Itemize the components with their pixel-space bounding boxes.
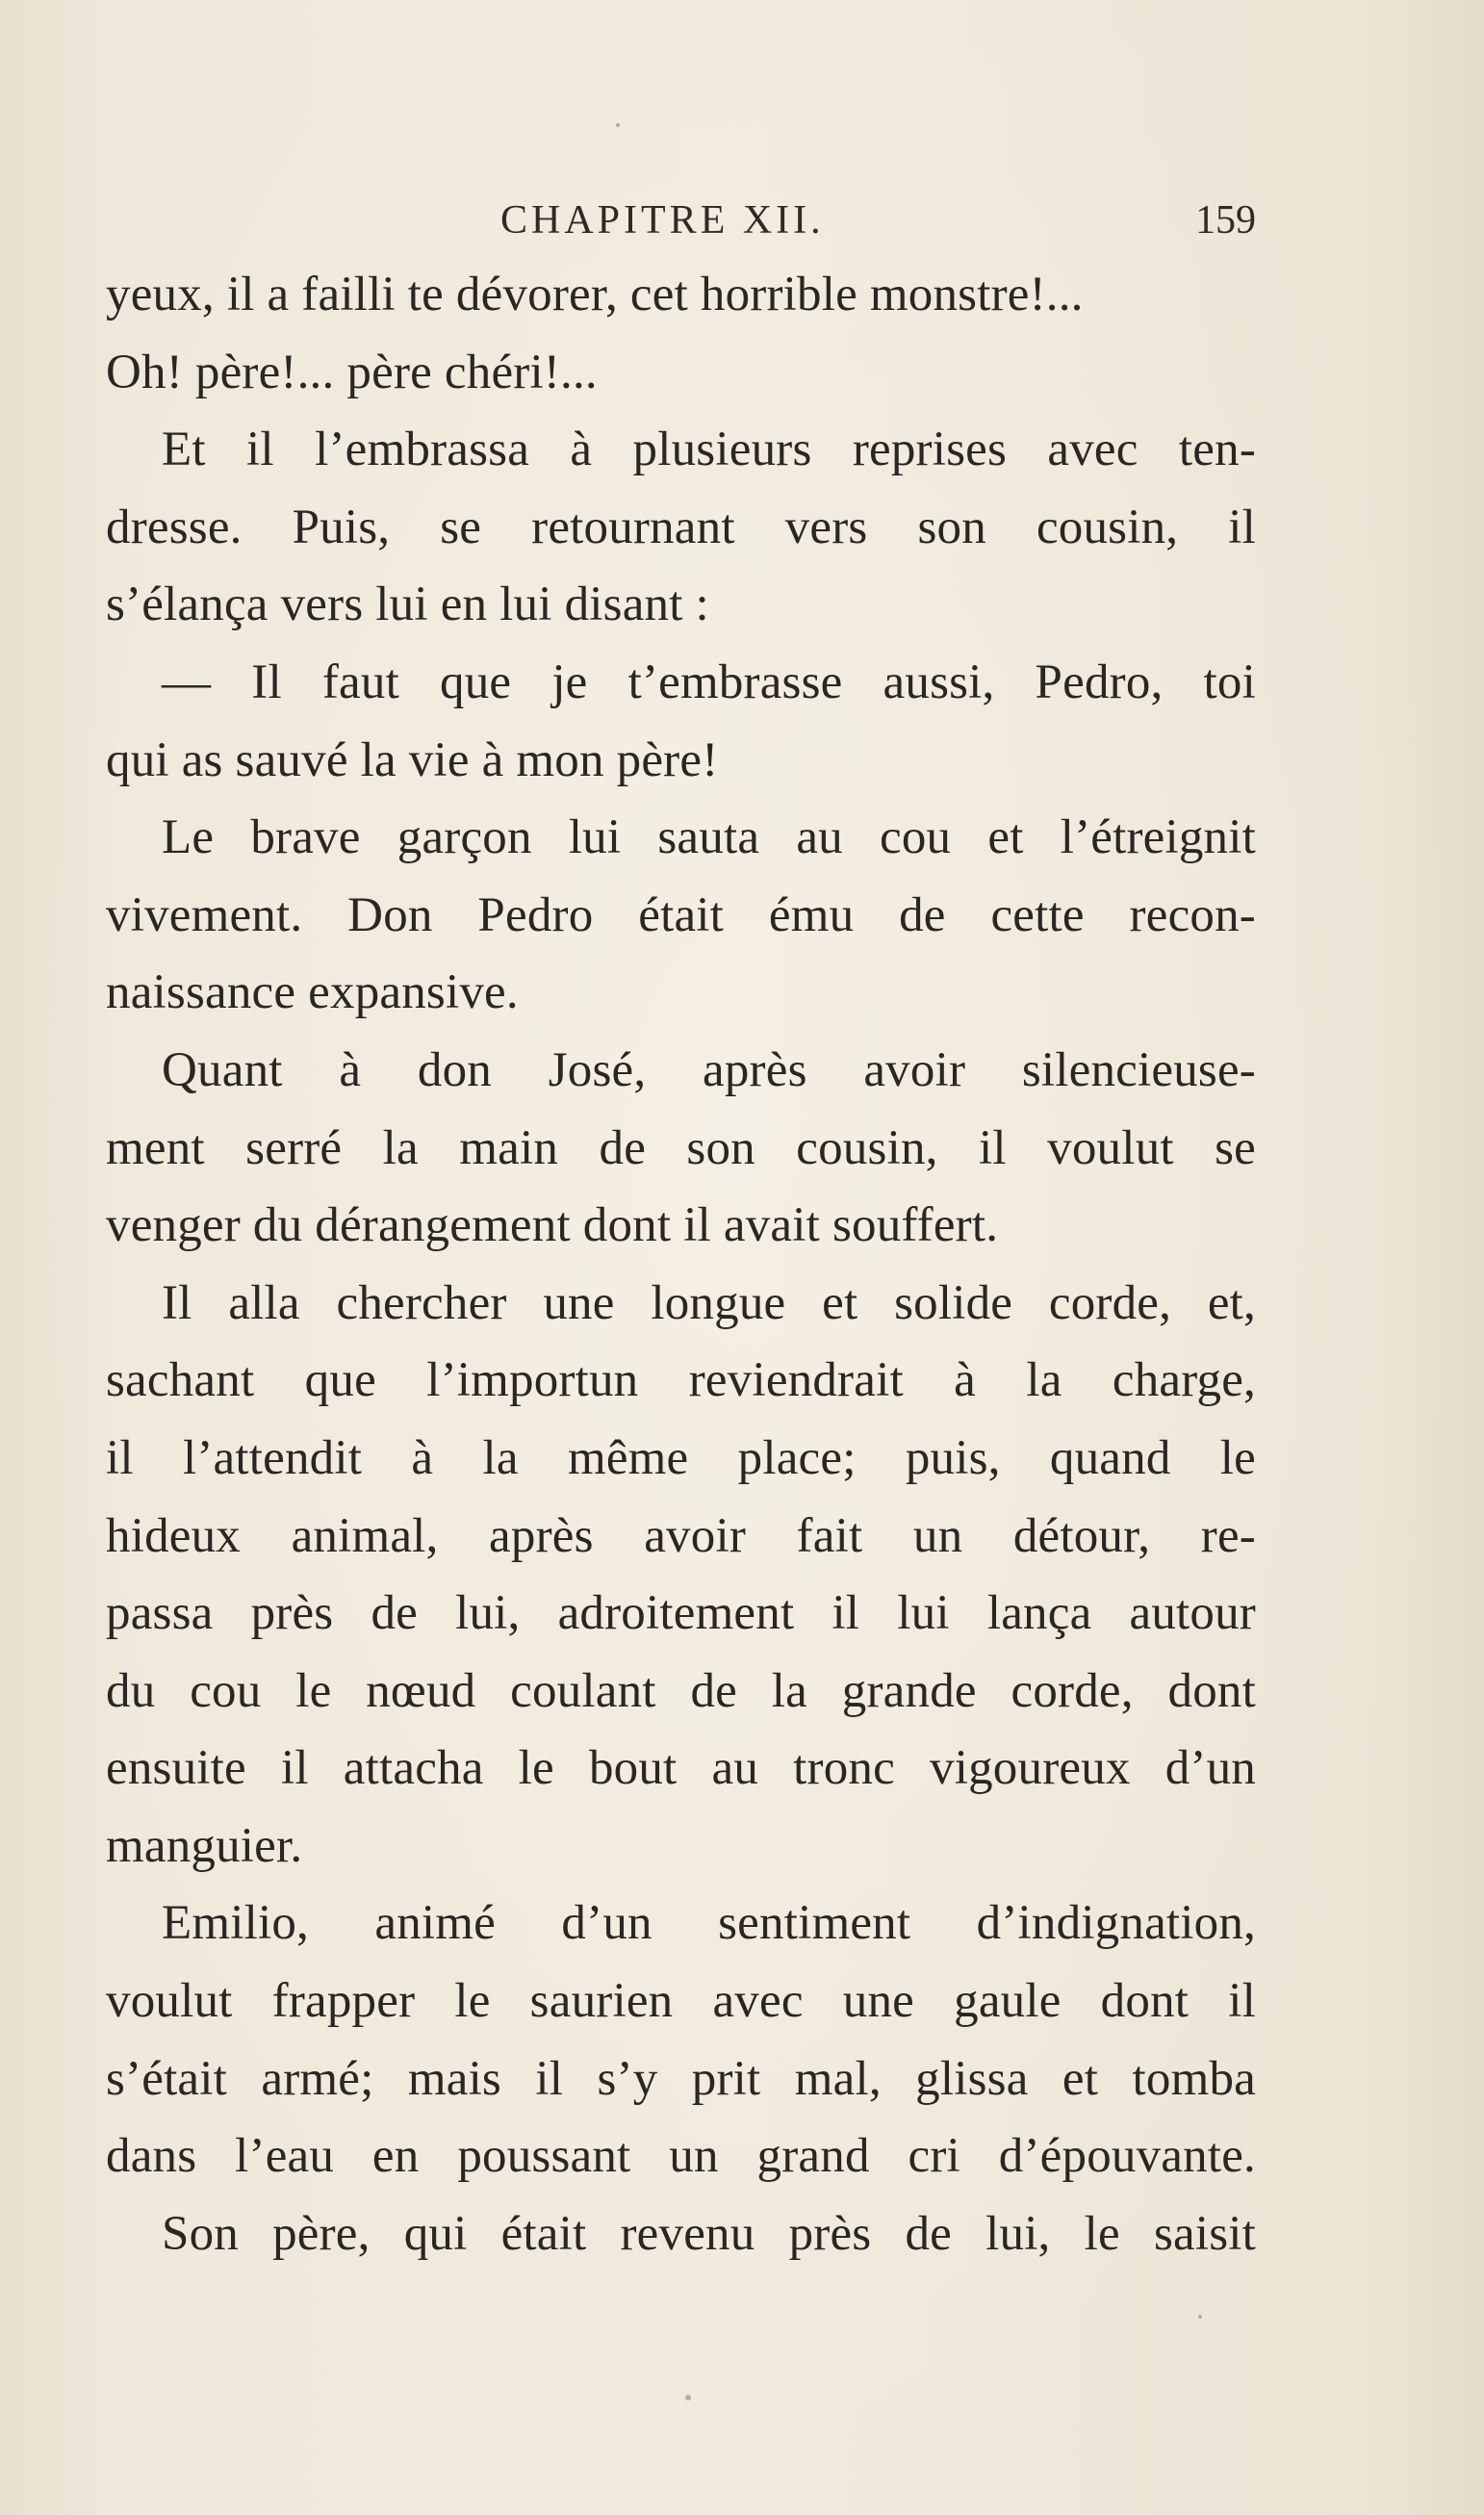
text-line: venger du dérangement dont il avait souffert. bbox=[106, 1198, 999, 1253]
text-line: Oh! père!... père chéri!... bbox=[106, 345, 598, 399]
text-line: s’élança vers lui en lui disant : bbox=[106, 577, 709, 632]
paper-speck bbox=[616, 123, 620, 127]
running-title: CHAPITRE XII. bbox=[500, 198, 825, 243]
text-line: ment serré la main de son cousin, il voulut se bbox=[106, 1120, 1256, 1175]
text-line: Emilio, animé d’un sentiment d’indignation, bbox=[162, 1896, 1256, 1951]
text-line: vivement. Don Pedro était ému de cette recon- bbox=[106, 887, 1256, 942]
page-header bbox=[106, 197, 1256, 255]
text-line: sachant que l’importun reviendrait à la charge, bbox=[106, 1353, 1256, 1408]
text-line: passa près de lui, adroitement il lui lança autour bbox=[106, 1586, 1256, 1641]
text-line: Et il l’embrassa à plusieurs reprises avec ten- bbox=[162, 423, 1256, 477]
text-line: — Il faut que je t’embrasse aussi, Pedro, toi bbox=[162, 654, 1256, 709]
text-line: hideux animal, après avoir fait un détour, re- bbox=[106, 1508, 1256, 1563]
text-line: Le brave garçon lui sauta au cou et l’étreignit bbox=[162, 810, 1256, 865]
text-line: naissance expansive. bbox=[106, 965, 519, 1020]
text-line: Son père, qui était revenu près de lui, le saisit bbox=[162, 2206, 1256, 2261]
paper-speck bbox=[685, 2395, 691, 2400]
text-line: manguier. bbox=[106, 1818, 303, 1873]
text-line: il l’attendit à la même place; puis, quand le bbox=[106, 1430, 1256, 1485]
page-number: 159 bbox=[1195, 198, 1256, 243]
text-line: Il alla chercher une longue et solide corde, et, bbox=[162, 1275, 1256, 1330]
text-line: s’était armé; mais il s’y prit mal, glissa et tomba bbox=[106, 2051, 1256, 2106]
body-text bbox=[106, 256, 1256, 2272]
text-line: ensuite il attacha le bout au tronc vigoureux d’un bbox=[106, 1741, 1256, 1796]
text-line: dresse. Puis, se retournant vers son cousin, il bbox=[106, 500, 1256, 554]
text-line: dans l’eau en poussant un grand cri d’épouvante. bbox=[106, 2129, 1256, 2184]
text-line: qui as sauvé la vie à mon père! bbox=[106, 732, 719, 787]
text-line: yeux, il a failli te dévorer, cet horrible monstre!... bbox=[106, 268, 1084, 321]
text-line: voulut frapper le saurien avec une gaule dont il bbox=[106, 1974, 1256, 2029]
text-line: du cou le nœud coulant de la grande corde, dont bbox=[106, 1663, 1256, 1718]
paper-speck bbox=[1198, 2315, 1202, 2319]
text-line: Quant à don José, après avoir silencieuse- bbox=[162, 1042, 1256, 1097]
